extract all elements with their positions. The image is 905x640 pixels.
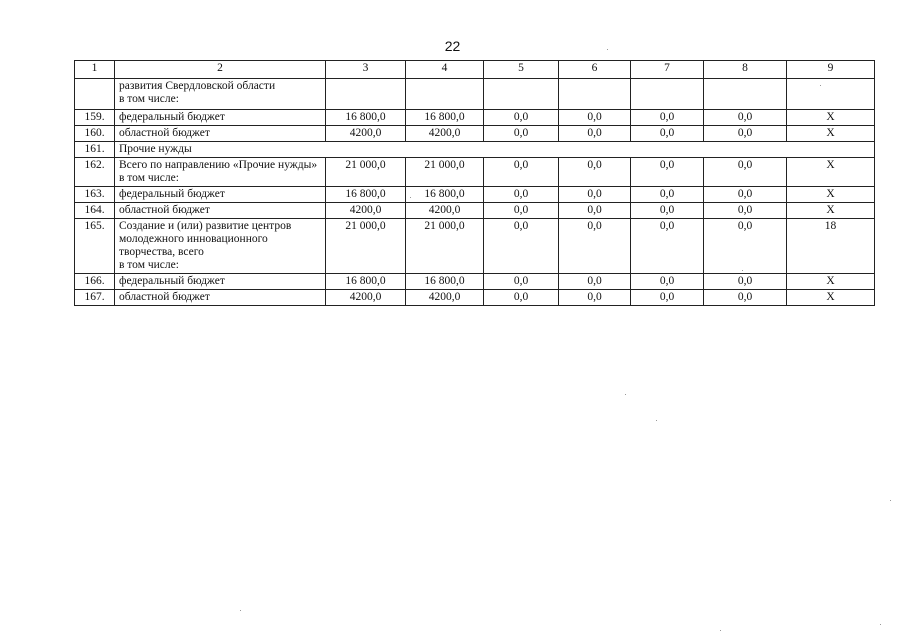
value-cell: 0,0	[559, 158, 631, 187]
section-title-cell: Прочие нужды	[115, 142, 875, 158]
value-cell	[787, 79, 875, 110]
value-cell: 0,0	[704, 219, 787, 274]
table-row	[75, 219, 875, 274]
table-row	[75, 187, 875, 203]
value-cell: 0,0	[559, 126, 631, 142]
value-cell: 0,0	[704, 290, 787, 306]
value-cell	[484, 79, 559, 110]
column-header: 4	[406, 61, 484, 79]
budget-table	[74, 60, 875, 306]
table-row	[75, 142, 875, 158]
value-cell: 18	[787, 219, 875, 274]
scan-speck	[240, 610, 241, 611]
value-cell: 0,0	[484, 126, 559, 142]
value-cell: 0,0	[704, 110, 787, 126]
row-description-cell: федеральный бюджет	[115, 187, 326, 203]
value-cell: 16 800,0	[326, 187, 406, 203]
row-description-cell: областной бюджет	[115, 290, 326, 306]
scan-speck	[742, 270, 743, 271]
value-cell: 0,0	[631, 110, 704, 126]
table-row	[75, 110, 875, 126]
value-cell: 0,0	[631, 203, 704, 219]
value-cell: 16 800,0	[326, 274, 406, 290]
row-description-cell: Всего по направлению «Прочие нужды» в том числе:	[115, 158, 326, 187]
value-cell: 4200,0	[326, 290, 406, 306]
value-cell: 0,0	[559, 290, 631, 306]
column-header: 2	[115, 61, 326, 79]
row-number-cell: 167.	[75, 290, 115, 306]
table-row	[75, 158, 875, 187]
row-description-cell: областной бюджет	[115, 126, 326, 142]
value-cell: 0,0	[631, 187, 704, 203]
row-description-cell: Создание и (или) развитие центров молодежного инновационного творчества, всего в том числе:	[115, 219, 326, 274]
value-cell	[631, 79, 704, 110]
value-cell: 16 800,0	[406, 187, 484, 203]
value-cell	[704, 79, 787, 110]
value-cell: Х	[787, 110, 875, 126]
value-cell: 16 800,0	[406, 274, 484, 290]
column-header: 8	[704, 61, 787, 79]
row-description-cell: областной бюджет	[115, 203, 326, 219]
column-header: 7	[631, 61, 704, 79]
value-cell: Х	[787, 158, 875, 187]
value-cell: Х	[787, 290, 875, 306]
value-cell: Х	[787, 126, 875, 142]
value-cell: 21 000,0	[406, 158, 484, 187]
value-cell	[406, 79, 484, 110]
value-cell: 0,0	[484, 187, 559, 203]
column-header: 6	[559, 61, 631, 79]
scan-speck	[410, 197, 411, 198]
value-cell: 4200,0	[406, 126, 484, 142]
value-cell: 4200,0	[406, 203, 484, 219]
table-row	[75, 290, 875, 306]
table-row	[75, 203, 875, 219]
scan-speck	[656, 420, 657, 421]
value-cell: 4200,0	[326, 203, 406, 219]
column-header: 5	[484, 61, 559, 79]
value-cell	[559, 79, 631, 110]
value-cell: 16 800,0	[326, 110, 406, 126]
table-row-continuation	[75, 79, 875, 110]
value-cell: 0,0	[631, 126, 704, 142]
column-header: 3	[326, 61, 406, 79]
row-number-cell: 165.	[75, 219, 115, 274]
scan-speck	[880, 624, 881, 625]
row-number-cell: 160.	[75, 126, 115, 142]
table-row	[75, 274, 875, 290]
value-cell: 0,0	[484, 219, 559, 274]
value-cell: 0,0	[559, 219, 631, 274]
value-cell: 0,0	[704, 203, 787, 219]
row-description-cell: федеральный бюджет	[115, 274, 326, 290]
value-cell: 0,0	[559, 274, 631, 290]
value-cell	[326, 79, 406, 110]
value-cell: 21 000,0	[406, 219, 484, 274]
column-header: 1	[75, 61, 115, 79]
table-row	[75, 126, 875, 142]
value-cell: 0,0	[631, 158, 704, 187]
page-number: 22	[444, 38, 461, 54]
scan-speck	[820, 85, 821, 86]
value-cell: 0,0	[559, 203, 631, 219]
value-cell: 0,0	[631, 290, 704, 306]
scan-speck	[625, 394, 626, 395]
row-number-cell: 161.	[75, 142, 115, 158]
value-cell: 16 800,0	[406, 110, 484, 126]
value-cell: 0,0	[631, 219, 704, 274]
row-number-cell: 159.	[75, 110, 115, 126]
value-cell: 0,0	[704, 187, 787, 203]
value-cell: 0,0	[704, 158, 787, 187]
value-cell: Х	[787, 203, 875, 219]
row-number-cell	[75, 79, 115, 110]
row-number-cell: 163.	[75, 187, 115, 203]
value-cell: 21 000,0	[326, 158, 406, 187]
table-header-row	[75, 61, 875, 79]
scan-speck	[607, 49, 608, 50]
column-header: 9	[787, 61, 875, 79]
value-cell: Х	[787, 187, 875, 203]
value-cell: 0,0	[631, 274, 704, 290]
value-cell: 0,0	[484, 274, 559, 290]
value-cell: 4200,0	[406, 290, 484, 306]
value-cell: 0,0	[704, 274, 787, 290]
value-cell: 0,0	[559, 187, 631, 203]
value-cell: 0,0	[484, 110, 559, 126]
scan-speck	[890, 500, 891, 501]
row-description-cell: развития Свердловской области в том числе:	[115, 79, 326, 110]
row-description-cell: федеральный бюджет	[115, 110, 326, 126]
value-cell: 0,0	[484, 158, 559, 187]
row-number-cell: 162.	[75, 158, 115, 187]
value-cell: Х	[787, 274, 875, 290]
row-number-cell: 166.	[75, 274, 115, 290]
value-cell: 0,0	[559, 110, 631, 126]
value-cell: 21 000,0	[326, 219, 406, 274]
scan-speck	[720, 630, 721, 631]
value-cell: 4200,0	[326, 126, 406, 142]
row-number-cell: 164.	[75, 203, 115, 219]
value-cell: 0,0	[704, 126, 787, 142]
value-cell: 0,0	[484, 290, 559, 306]
value-cell: 0,0	[484, 203, 559, 219]
